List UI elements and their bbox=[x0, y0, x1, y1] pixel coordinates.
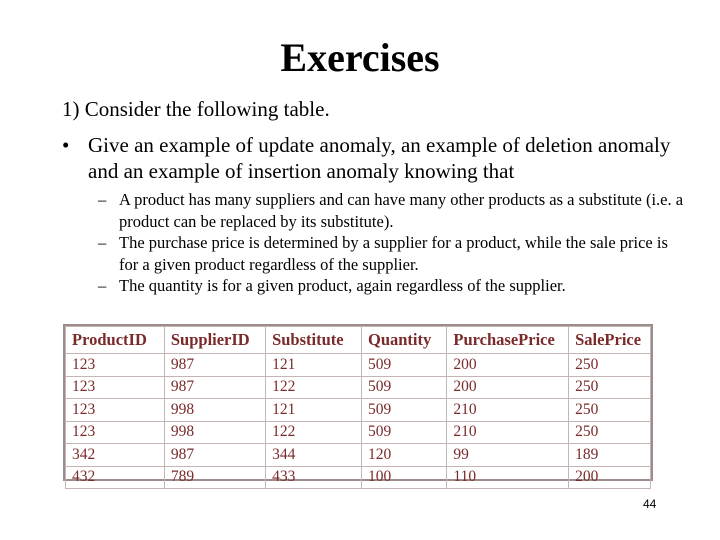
subitem bbox=[98, 275, 688, 297]
table-cell: 200 bbox=[569, 466, 651, 489]
table-cell: 509 bbox=[362, 354, 447, 377]
table-cell: 121 bbox=[266, 399, 362, 422]
table-cell: 987 bbox=[164, 444, 265, 467]
subitem bbox=[98, 189, 688, 232]
dash-marker: – bbox=[98, 276, 107, 295]
table-row bbox=[66, 354, 651, 377]
table-cell: 99 bbox=[447, 444, 569, 467]
column-header-productid: ProductID bbox=[66, 327, 165, 354]
product-table-container bbox=[63, 324, 653, 486]
table-cell: 998 bbox=[164, 421, 265, 444]
table-row bbox=[66, 421, 651, 444]
table-row bbox=[66, 466, 651, 489]
table-cell: 344 bbox=[266, 444, 362, 467]
table-cell: 987 bbox=[164, 376, 265, 399]
table-cell: 200 bbox=[447, 376, 569, 399]
table-cell: 998 bbox=[164, 399, 265, 422]
table-cell: 509 bbox=[362, 399, 447, 422]
table-cell: 433 bbox=[266, 466, 362, 489]
column-header-supplierid: SupplierID bbox=[164, 327, 265, 354]
slide-title: Exercises bbox=[280, 35, 440, 80]
subitem bbox=[98, 232, 688, 275]
dash-marker: – bbox=[98, 190, 107, 209]
table-cell: 509 bbox=[362, 376, 447, 399]
table-row bbox=[66, 399, 651, 422]
table-cell: 122 bbox=[266, 421, 362, 444]
table-header-row bbox=[66, 327, 651, 354]
table-cell: 250 bbox=[569, 399, 651, 422]
table-cell: 123 bbox=[66, 376, 165, 399]
table-cell: 120 bbox=[362, 444, 447, 467]
table-cell: 200 bbox=[447, 354, 569, 377]
dash-marker: – bbox=[98, 233, 107, 252]
table-cell: 432 bbox=[66, 466, 165, 489]
page-number: 44 bbox=[643, 497, 657, 511]
table-cell: 123 bbox=[66, 421, 165, 444]
table-row bbox=[66, 444, 651, 467]
table-cell: 210 bbox=[447, 421, 569, 444]
table-cell: 250 bbox=[569, 421, 651, 444]
product-table bbox=[65, 326, 651, 489]
table-cell: 110 bbox=[447, 466, 569, 489]
table-cell: 789 bbox=[164, 466, 265, 489]
column-header-purchaseprice: PurchasePrice bbox=[447, 327, 569, 354]
table-cell: 122 bbox=[266, 376, 362, 399]
subitem-text: A product has many suppliers and can have many other products as a substitute (i.e. a product can be replaced by its substitute). bbox=[119, 190, 684, 231]
table-cell: 250 bbox=[569, 354, 651, 377]
table-cell: 189 bbox=[569, 444, 651, 467]
table-cell: 509 bbox=[362, 421, 447, 444]
bullet-text: Give an example of update anomaly, an example of deletion anomaly and an example of insertion anomaly knowing that bbox=[88, 133, 671, 183]
main-bullet bbox=[62, 132, 682, 184]
subitem-list bbox=[98, 189, 688, 297]
column-header-saleprice: SalePrice bbox=[569, 327, 651, 354]
subitem-text: The purchase price is determined by a supplier for a product, while the sale price is for a given product regardless of the supplier. bbox=[119, 233, 668, 274]
column-header-quantity: Quantity bbox=[362, 327, 447, 354]
table-cell: 123 bbox=[66, 399, 165, 422]
table-cell: 210 bbox=[447, 399, 569, 422]
table-cell: 123 bbox=[66, 354, 165, 377]
subitem-text: The quantity is for a given product, again regardless of the supplier. bbox=[119, 276, 566, 295]
table-cell: 342 bbox=[66, 444, 165, 467]
table-row bbox=[66, 376, 651, 399]
bullet-marker: • bbox=[62, 133, 70, 157]
table-cell: 987 bbox=[164, 354, 265, 377]
column-header-substitute: Substitute bbox=[266, 327, 362, 354]
table-cell: 100 bbox=[362, 466, 447, 489]
table-cell: 250 bbox=[569, 376, 651, 399]
table-cell: 121 bbox=[266, 354, 362, 377]
intro-line: 1) Consider the following table. bbox=[62, 97, 330, 121]
